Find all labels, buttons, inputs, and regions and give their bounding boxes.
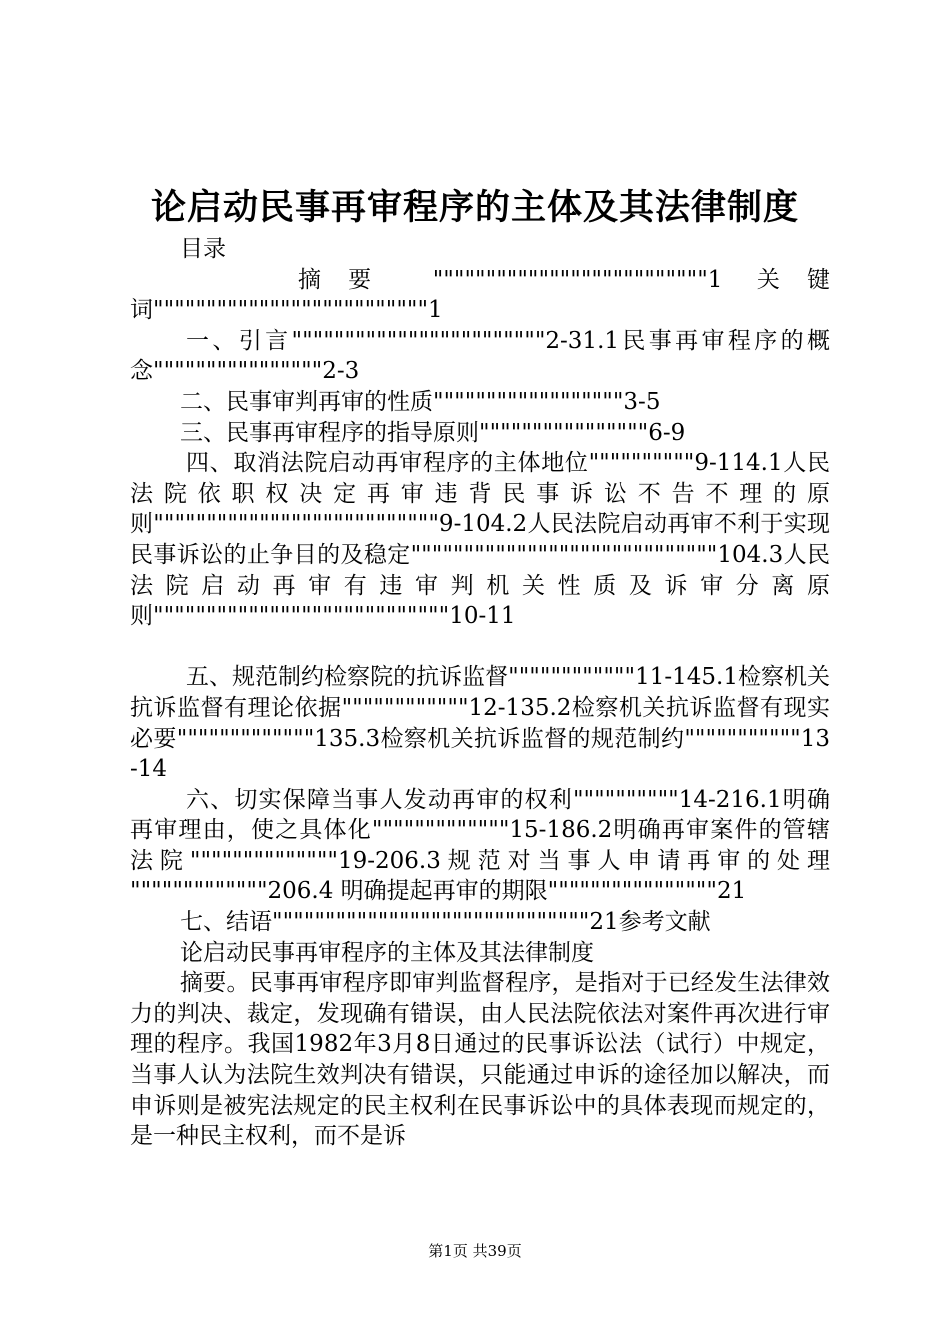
toc-entry-5: 五、规范制约检察院的抗诉监督""""""""""""11-145.1检察机关抗诉监督有理论依据""""""""""""12-135.2检察机关抗诉监督有现实必要"""""""""""""135.3检察机关抗诉监督的规范制约"""""""""""13-14 — [130, 664, 830, 783]
toc-entry-1: 一、引言""""""""""""""""""""""""2-31.1民事再审程序的概念""""""""""""""""2-3 — [130, 327, 830, 385]
toc-entry-3: 三、民事再审程序的指导原则""""""""""""""""6-9 — [180, 419, 686, 446]
document-title: 论启动民事再审程序的主体及其法律制度 — [150, 187, 799, 228]
toc-entry-4: 四、取消法院启动再审程序的主体地位""""""""""9-114.1人民法院依职权决定再审违背民事诉讼不告不理的原则"""""""""""""""""""""""""""9-104.2人民法院启动再审不利于实现民事诉讼的止争目的及稳定"""""""""""""""""""""""""""""104.3人民法院启动再审有违审判机关性质及诉审分离原则""""""""""""""""""""""""""""10-11 — [130, 450, 830, 630]
body-subtitle: 论启动民事再审程序的主体及其法律制度 — [180, 939, 594, 966]
toc-entry-7: 七、结语""""""""""""""""""""""""""""""21参考文献 — [180, 909, 711, 936]
toc-entry-6: 六、切实保障当事人发动再审的权利""""""""""14-216.1明确再审理由，使之具体化"""""""""""""15-186.2明确再审案件的管辖法院""""""""""""""19-206.3规范对当事人申请再审的处理 """""""""""""206.4 明确提起再审的期限""""""""""""""""21 — [130, 786, 830, 905]
abstract-paragraph: 摘要。民事再审程序即审判监督程序，是指对于已经发生法律效力的判决、裁定，发现确有错误，由人民法院依法对案件再次进行审理的程序。我国1982年3月8日通过的民事诉讼法（试行）中规定，当事人认为法院生效判决有错误，只能通过申诉的途径加以解决，而申诉则是被宪法规定的民主权利在民事诉讼中的具体表现而规定的，是一种民主权利，而不是诉 — [130, 970, 830, 1150]
toc-entry-2: 二、民事审判再审的性质""""""""""""""""""3-5 — [180, 388, 661, 415]
blank-line — [130, 632, 830, 663]
document-body — [130, 234, 830, 1152]
toc-entry-abstract: 摘要 """"""""""""""""""""""""""1 关键词""""""""""""""""""""""""""1 — [130, 266, 830, 324]
toc-heading: 目录 — [180, 236, 226, 262]
page-footer: 第1页 共39页 — [428, 1242, 522, 1260]
